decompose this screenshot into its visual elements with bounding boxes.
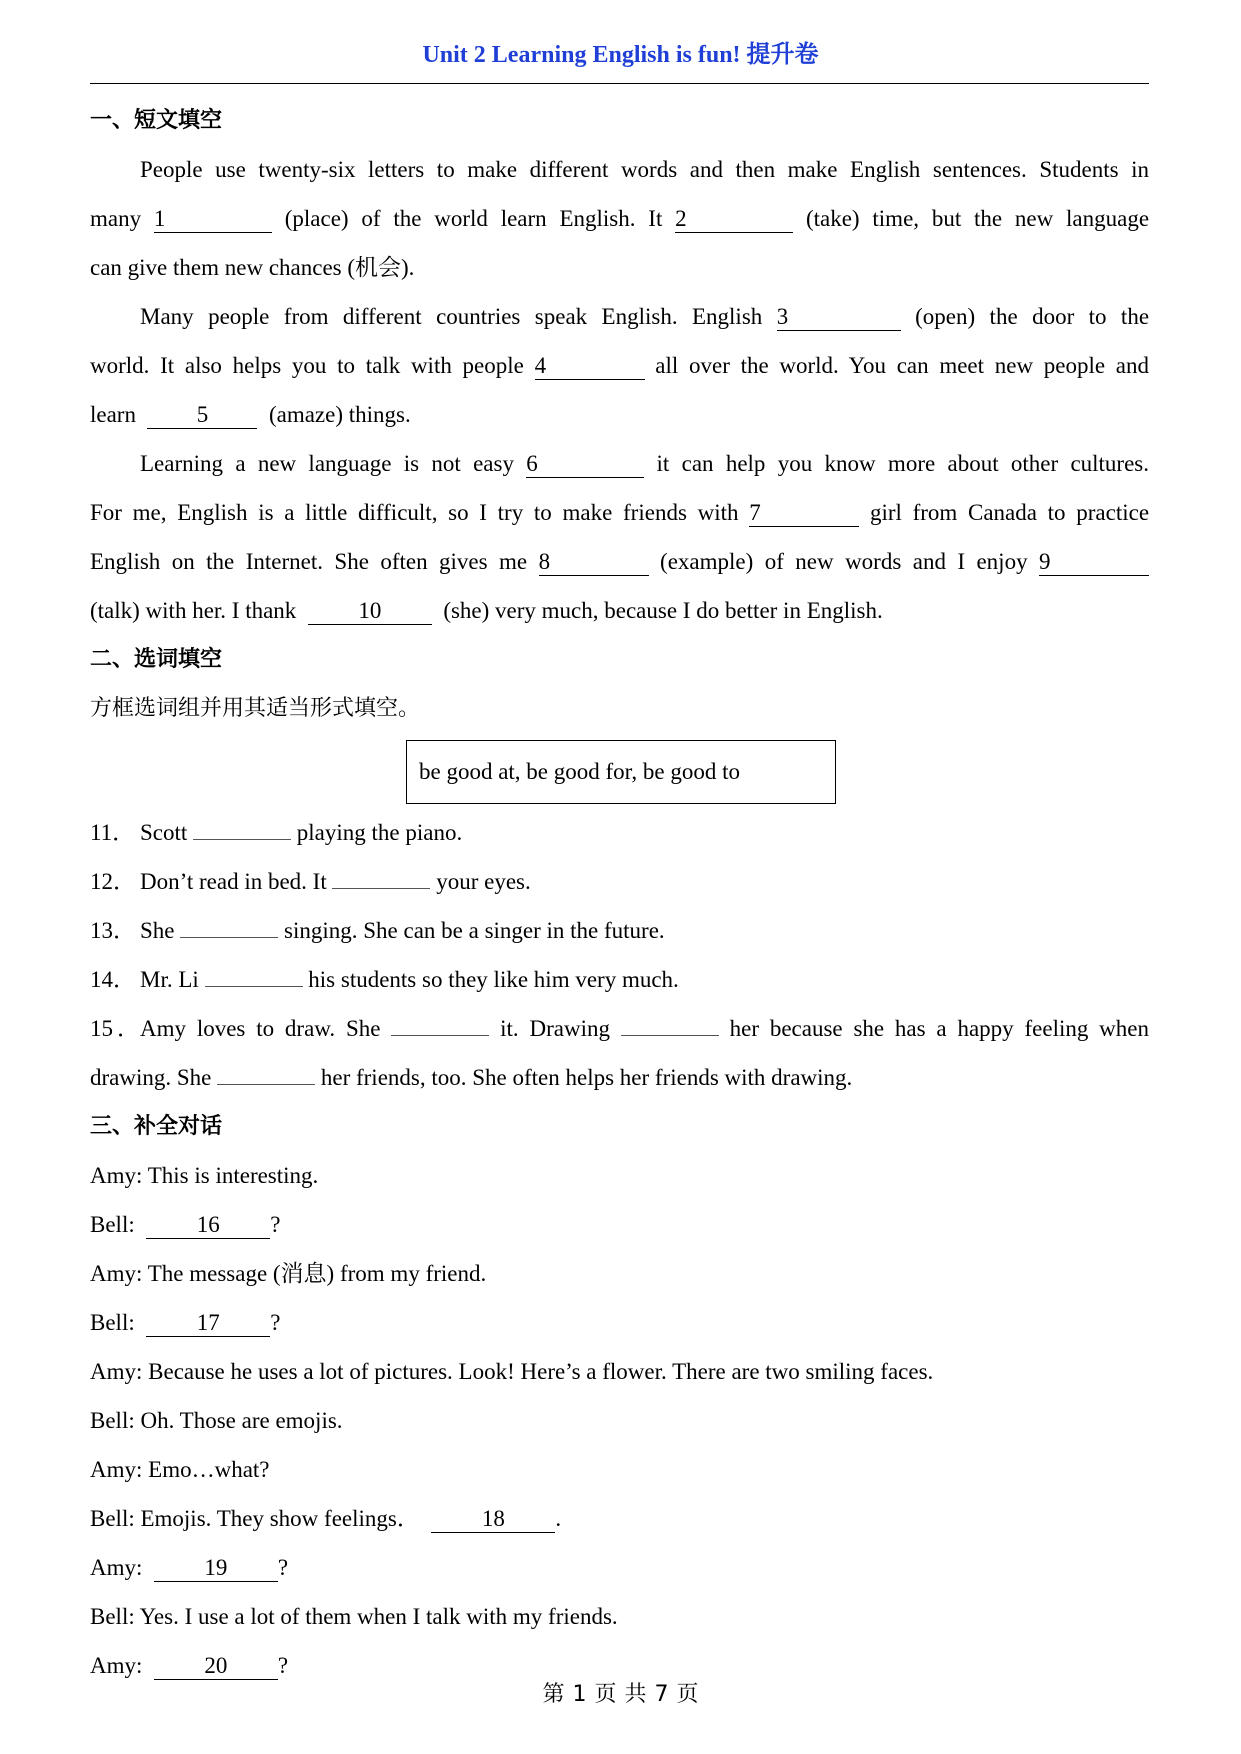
blank-16[interactable]: 16 [146,1214,270,1239]
blank-5[interactable]: 5 [147,404,257,429]
blank-4[interactable]: 4 [535,355,645,380]
dialogue-line: Amy: 19 ? [90,1555,289,1580]
blank-10[interactable]: 10 [308,600,432,625]
page-footer: 第 1 页 共 7 页 [542,1682,699,1707]
passage-line: People use twenty-six letters to make different words and then make English sentences. Students in [140,157,1149,182]
passage-line: can give them new chances (机会). [90,255,415,280]
answer-blank-14[interactable] [205,962,303,987]
word-box-row [90,733,1149,808]
word-box: be good at, be good for, be good to [406,740,836,804]
passage-line: (talk) with her. I thank 10 (she) very much, because I do better in English. [90,598,883,623]
answer-blank-15c[interactable] [217,1060,315,1085]
dialogue-line: Amy: The message (消息) from my friend. [90,1261,487,1286]
header-divider [90,83,1149,84]
passage-line: For me, English is a little difficult, so I try to make friends with 7 girl from Canada to practice [90,500,1150,525]
passage-line: world. It also helps you to talk with people 4 all over the world. You can meet new people and [90,353,1149,378]
worksheet-content [90,96,1149,1690]
blank-6[interactable]: 6 [526,453,644,478]
blank-19[interactable]: 19 [154,1557,278,1582]
page-number: 1 [572,1682,587,1707]
section-2-title: 二、选词填空 [90,647,223,672]
passage-line: learn 5 (amaze) things. [90,402,411,427]
answer-blank-12[interactable] [332,864,430,889]
question-12: 12． Don’t read in bed. It your eyes. [90,857,1149,906]
dialogue-line: Amy: This is interesting. [90,1163,319,1188]
dialogue-line: Bell: 17 ? [90,1310,281,1335]
passage-line: English on the Internet. She often gives me 8 (example) of new words and I enjoy 9 [90,537,1149,586]
dialogue-line: Bell: Yes. I use a lot of them when I talk with my friends. [90,1604,618,1629]
blank-8[interactable]: 8 [539,551,649,576]
dialogue-line: Bell: Oh. Those are emojis. [90,1408,343,1433]
page-header-title: Unit 2 Learning English is fun! 提升卷 [422,42,819,68]
answer-blank-11[interactable] [193,815,291,840]
dialogue-line: Bell: Emojis. They show feelings． 18 . [90,1506,562,1531]
blank-2[interactable]: 2 [675,208,793,233]
answer-blank-13[interactable] [180,913,278,938]
blank-3[interactable]: 3 [777,306,901,331]
answer-blank-15b[interactable] [621,1011,719,1036]
blank-20[interactable]: 20 [154,1655,278,1680]
question-15: 15．Amy loves to draw. She it. Drawing her because she has a happy feeling when [90,1004,1149,1053]
page-total: 7 [654,1682,669,1707]
dialogue-line: Amy: 20 ? [90,1653,289,1678]
answer-blank-15a[interactable] [391,1011,489,1036]
blank-1[interactable]: 1 [154,208,272,233]
passage-line: many 1 (place) of the world learn English. It 2 (take) time, but the new language [90,206,1150,231]
blank-9[interactable]: 9 [1039,551,1149,576]
passage-line: Learning a new language is not easy 6 it can help you know more about other cultures. [140,451,1149,476]
dialogue-line: Bell: 16 ? [90,1212,281,1237]
section-1-title: 一、短文填空 [90,108,223,133]
question-13: 13． She singing. She can be a singer in the future. [90,906,1149,955]
dialogue-line: Amy: Because he uses a lot of pictures. Look! Here’s a flower. There are two smiling faces. [90,1359,934,1384]
section-3-title: 三、补全对话 [90,1114,223,1139]
question-11: 11． Scott playing the piano. [90,808,1149,857]
dialogue-line: Amy: Emo…what? [90,1457,270,1482]
blank-18[interactable]: 18 [431,1508,555,1533]
question-15-cont: drawing. She her friends, too. She often helps her friends with drawing. [90,1053,1149,1102]
blank-17[interactable]: 17 [146,1312,270,1337]
blank-7[interactable]: 7 [749,502,859,527]
section-2-instruction: 方框选词组并用其适当形式填空。 [90,696,421,721]
passage-line: Many people from different countries speak English. English 3 (open) the door to the [140,304,1150,329]
question-14: 14． Mr. Li his students so they like him very much. [90,955,1149,1004]
